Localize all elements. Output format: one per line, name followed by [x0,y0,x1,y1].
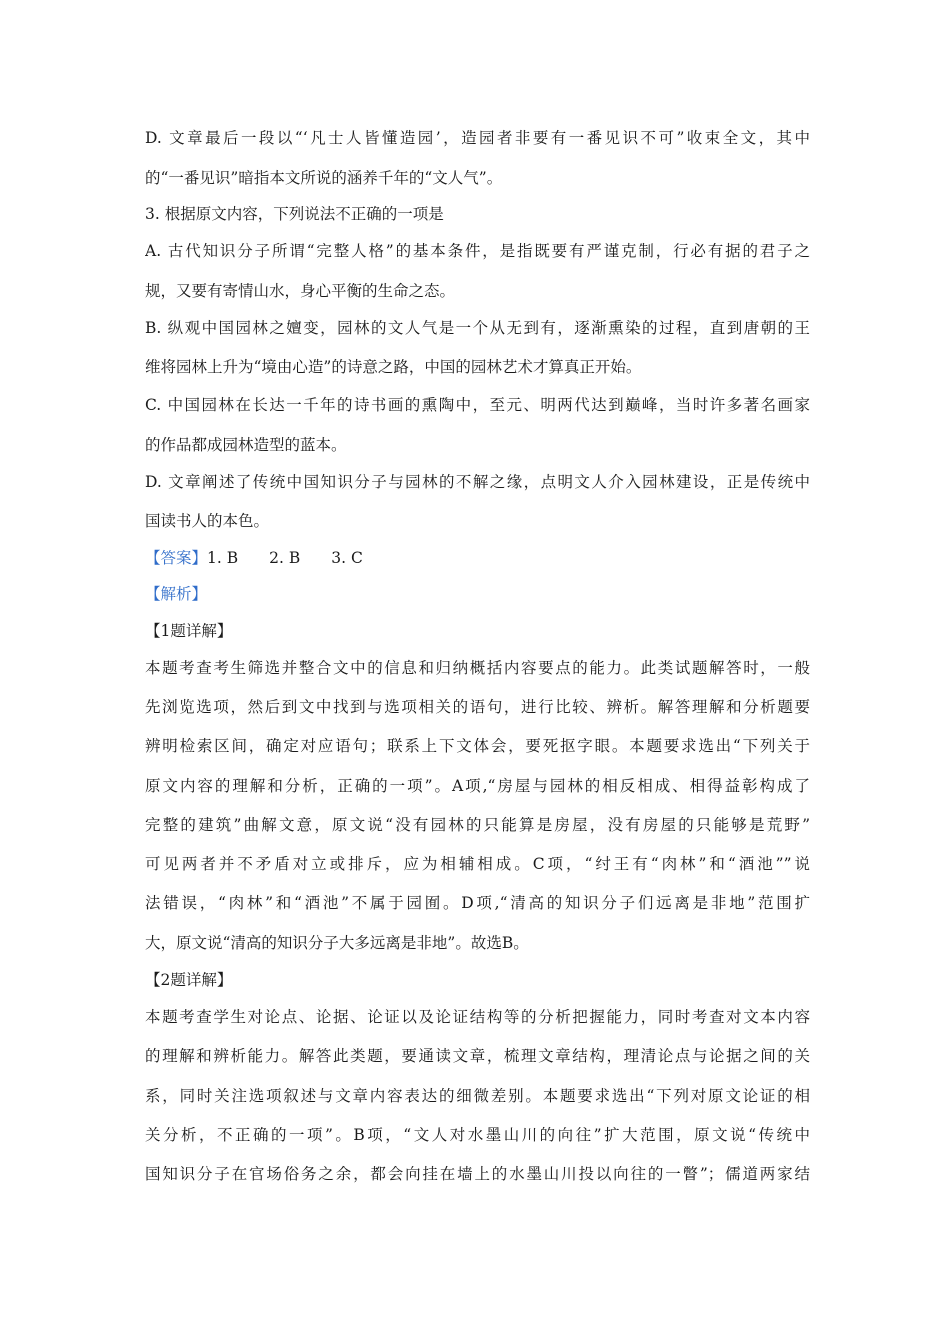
paragraph-line: 关分析，不正确的一项”。B项，“文人对水墨山川的向往”扩大范围，原文说“传统中 [145,1126,810,1144]
section-heading: 【1题详解】 [145,622,233,640]
paragraph-line: 法错误，“肉林”和“酒池”不属于园囿。D项,“清高的知识分子们远离是非地”范围扩 [145,894,810,912]
answer-tag: 【答案】 [145,549,208,567]
paragraph-line: 完整的建筑”曲解文意，原文说“没有园林的只能算是房屋，没有房屋的只能够是荒野” [145,816,810,834]
analysis-tag: 【解析】 [145,585,208,603]
answer-line [145,547,810,569]
option-b-line: 维将园林上升为“境由心造”的诗意之路，中国的园林艺术才算真正开始。 [145,358,642,376]
paragraph-line: 系，同时关注选项叙述与文章内容表达的细微差别。本题要求选出“下列对原文论证的相 [145,1087,810,1105]
question-stem: 3. 根据原文内容，下列说法不正确的一项是 [145,205,444,223]
option-c-line: C. 中国园林在长达一千年的诗书画的熏陶中，至元、明两代达到巅峰，当时许多著名画家 [145,396,810,414]
paragraph-line: 的理解和辨析能力。解答此类题，要通读文章，梳理文章结构，理清论点与论据之间的关 [145,1047,810,1065]
option-c-line: 的作品都成园林造型的蓝本。 [145,436,347,454]
paragraph-line: 原文内容的理解和分析，正确的一项”。A项,“房屋与园林的相反相成、相得益彰构成了 [145,777,810,795]
option-b-line: B. 纵观中国园林之嬗变，园林的文人气是一个从无到有，逐渐熏染的过程，直到唐朝的王 [145,319,810,337]
paragraph-line: 辨明检索区间，确定对应语句；联系上下文体会，要死抠字眼。本题要求选出“下列关于 [145,737,810,755]
option-d-line: 国读书人的本色。 [145,512,270,530]
paragraph-line: 可见两者并不矛盾对立或排斥，应为相辅相成。C项，“纣王有“肉林”和“酒池””说 [145,855,810,873]
section-heading: 【2题详解】 [145,971,233,989]
paragraph-line: 本题考查考生筛选并整合文中的信息和归纳概括内容要点的能力。此类试题解答时，一般 [145,659,810,677]
option-d-line: D. 文章阐述了传统中国知识分子与园林的不解之缘，点明文人介入园林建设，正是传统中 [145,473,810,491]
text-line: D. 文章最后一段以“‘凡士人皆懂造园’，造园者非要有一番见识不可”收束全文，其中 [145,129,810,147]
paragraph-line: 大，原文说“清高的知识分子大多远离是非地”。故选B。 [145,934,529,952]
option-a-line: 规，又要有寄情山水，身心平衡的生命之态。 [145,282,456,300]
paragraph-line: 先浏览选项，然后到文中找到与选项相关的语句，进行比较、辨析。解答理解和分析题要 [145,698,810,716]
option-a-line: A. 古代知识分子所谓“完整人格”的基本条件，是指既要有严谨克制，行必有据的君子之 [145,242,810,260]
analysis-line [145,583,810,605]
paragraph-line: 国知识分子在官场俗务之余，都会向挂在墙上的水墨山川投以向往的一瞥”；儒道两家结 [145,1165,810,1183]
answer-text: 1. B 2. B 3. C [207,549,363,567]
text-line: 的“一番见识”暗指本文所说的涵养千年的“文人气”。 [145,169,503,187]
paragraph-line: 本题考查学生对论点、论据、论证以及论证结构等的分析把握能力，同时考查对文本内容 [145,1008,810,1026]
